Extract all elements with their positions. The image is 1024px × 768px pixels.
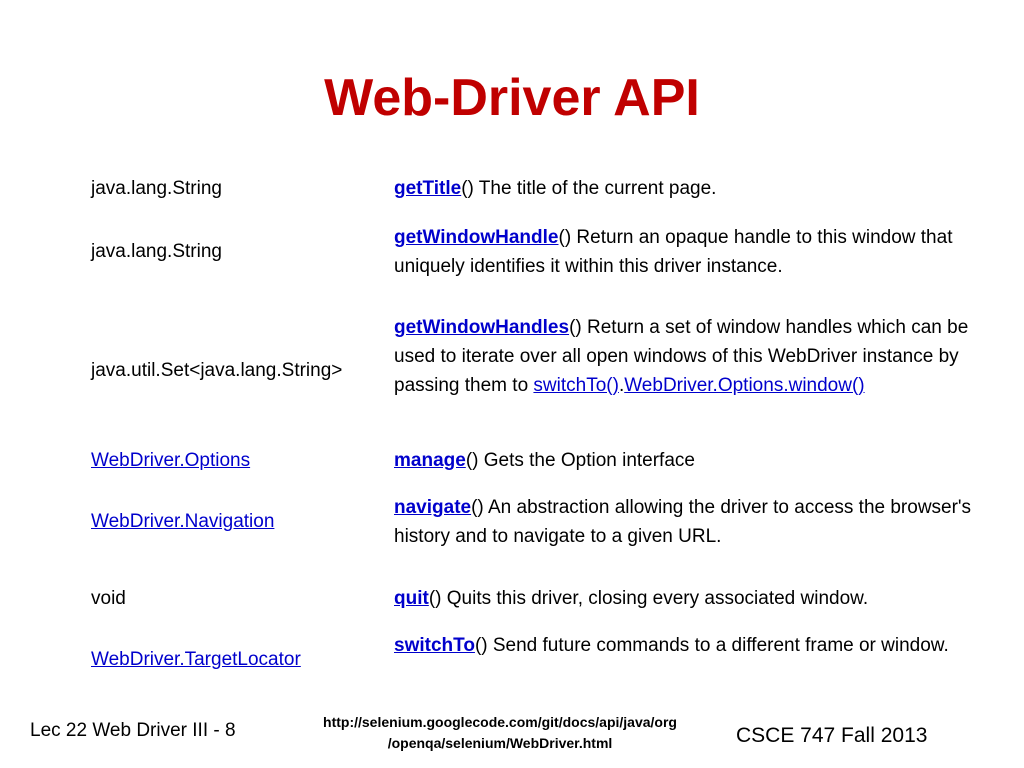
method-description [394,584,989,613]
footer-course: CSCE 747 Fall 2013 [736,724,928,747]
method-link-switchto[interactable]: switchTo [394,635,475,656]
method-description [394,493,989,551]
method-parens: () [461,178,474,199]
method-link-getwindowhandle[interactable]: getWindowHandle [394,227,559,248]
slide-title: Web-Driver API [324,69,700,127]
switchto-link[interactable]: switchTo() [533,375,619,396]
footer-lecture: Lec 22 Web Driver III - 8 [30,720,236,741]
method-parens: () [569,317,582,338]
return-type: void [91,588,126,609]
footer-url [290,712,710,754]
description-text: Gets the Option interface [478,450,695,471]
method-link-quit[interactable]: quit [394,588,429,609]
method-parens: () [465,450,479,471]
link-separator: . [618,375,625,396]
method-description [394,223,989,281]
method-description [394,313,989,400]
description-text: Quits this driver, closing every associated window. [441,588,869,609]
description-text: The title of the current page. [473,178,717,199]
method-parens: () [474,635,488,656]
method-parens: () [428,588,442,609]
return-type: java.lang.String [91,241,222,262]
description-text: An abstraction allowing the driver to access the browser's history and to navigate to a given URL. [394,497,972,547]
method-description [394,446,989,475]
footer-url-line-2: /openqa/selenium/WebDriver.html [387,735,613,751]
return-type-link[interactable]: WebDriver.Navigation [91,511,275,532]
footer-url-line-1: http://selenium.googlecode.com/git/docs/api/java/org [323,714,677,730]
options-window-link[interactable]: WebDriver.Options.window() [624,375,865,396]
method-link-navigate[interactable]: navigate [394,497,472,518]
return-type-link[interactable]: WebDriver.Options [91,450,251,471]
method-link-manage[interactable]: manage [394,450,466,471]
method-parens: () [558,227,572,248]
method-description [394,174,989,203]
method-link-gettitle[interactable]: getTitle [394,178,462,199]
return-type: java.util.Set<java.lang.String> [91,360,343,381]
description-text: Send future commands to a different frame or window. [487,635,949,656]
method-description [394,631,989,660]
return-type-link[interactable]: WebDriver.TargetLocator [91,649,301,670]
return-type: java.lang.String [91,178,222,199]
method-link-getwindowhandles[interactable]: getWindowHandles [394,317,570,338]
description-text: Return an opaque handle to this window that uniquely identifies it within this driver instance. [394,227,953,277]
method-parens: () [471,497,484,518]
description-text: Return a set of window handles which can be used to iterate over all open windows of this WebDriver instance by passing them to [394,317,969,396]
